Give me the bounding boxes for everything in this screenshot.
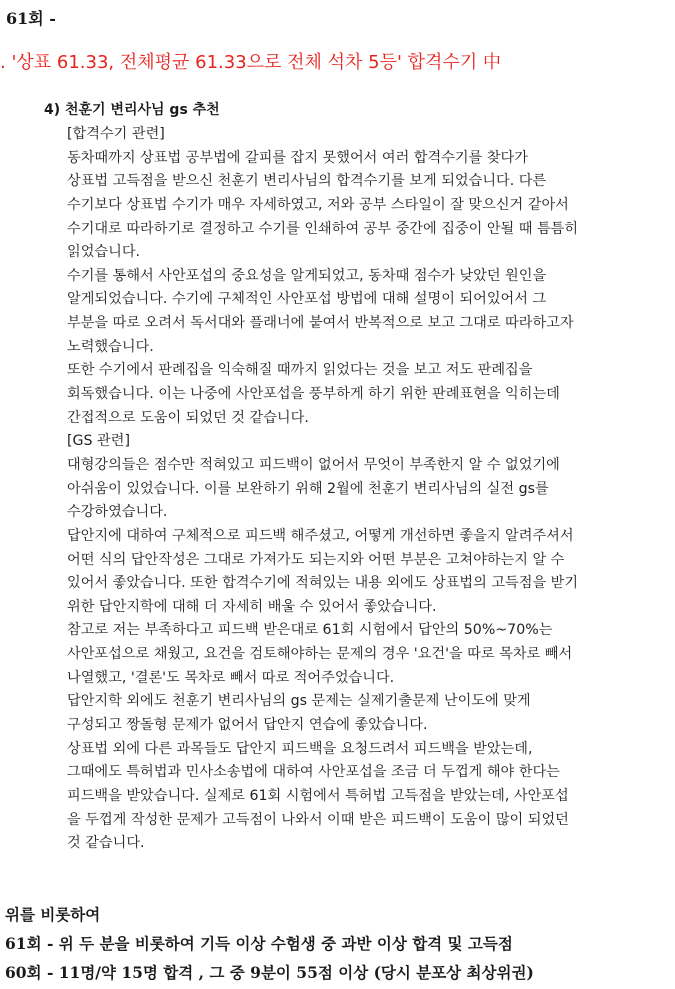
page-title: 61회 - (6, 9, 56, 28)
body-line: 답안지학 외에도 천훈기 변리사님의 gs 문제는 실제기출문제 난이도에 맞게 (67, 693, 531, 710)
body-line: 아쉬움이 있었습니다. 이를 보완하기 위해 2월에 천훈기 변리사님의 실전 gs를 (67, 480, 549, 497)
body-line: 어떤 식의 답안작성은 그대로 가져가도 되는지와 어떤 부분은 고쳐야하는지 알 수 (67, 551, 565, 568)
summary-line: 60회 - 11명/약 15명 합격 , 그 중 9분이 55점 이상 (당시 분포상 최상위권) (5, 963, 534, 982)
body-line: 읽었습니다. (67, 244, 141, 261)
body-line: 수기보다 상표법 수기가 매우 자세하였고, 저와 공부 스타일이 잘 맞으신거 같아서 (67, 196, 569, 213)
summary-line: 61회 - 위 두 분을 비롯하여 기득 이상 수험생 중 과반 이상 합격 및 고득점 (5, 934, 513, 953)
body-line: 있어서 좋았습니다. 또한 합격수기에 적혀있는 내용 외에도 상표법의 고득점을 받기 (67, 575, 579, 592)
body-line: 수기대로 따라하기로 결정하고 수기를 인쇄하여 공부 중간에 집중이 안될 때 틈틈히 (67, 220, 579, 237)
body-line: 것 같습니다. (67, 835, 145, 852)
body-line: 알게되었습니다. 수기에 구체적인 사안포섭 방법에 대해 설명이 되어있어서 그 (67, 291, 547, 308)
body-line: 또한 수기에서 판례집을 익숙해질 때까지 읽었다는 것을 보고 저도 판례집을 (67, 362, 533, 379)
body-line: 부분을 따로 오려서 독서대와 플래너에 붙여서 반복적으로 보고 그대로 따라하고자 (67, 315, 574, 332)
body-line: 피드백을 받았습니다. 실제로 61회 시험에서 특허법 고득점을 받았는데, 사안포섭 (67, 787, 569, 804)
section-title: 4) 천훈기 변리사님 gs 추천 (44, 102, 220, 118)
body-line: 구성되고 짱돌형 문제가 없어서 답안지 연습에 좋았습니다. (67, 717, 428, 734)
body-line: 동차때까지 상표법 공부법에 갈피를 잡지 못했어서 여러 합격수기를 찾다가 (67, 149, 528, 166)
body-line: 간접적으로 도움이 되었던 것 같습니다. (67, 409, 309, 426)
body-line: 노력했습니다. (67, 338, 154, 355)
body-line: 위한 답안지학에 대해 더 자세히 배울 수 있어서 좋았습니다. (67, 598, 437, 615)
body-line: [합격수기 관련] (67, 126, 165, 142)
body-line: 상표법 고득점을 받으신 천훈기 변리사님의 합격수기를 보게 되었습니다. 다른 (67, 173, 547, 190)
highlight-heading: . '상표 61.33, 전체평균 61.33으로 전체 석차 5등' 합격수기 中 (0, 52, 501, 73)
summary-block (5, 900, 534, 987)
testimonial-body (67, 123, 671, 856)
body-line: 참고로 저는 부족하다고 피드백 받은대로 61회 시험에서 답안의 50%~70%는 (67, 622, 553, 639)
summary-line: 위를 비롯하여 (5, 905, 101, 924)
body-line: 회독했습니다. 이는 나중에 사안포섭을 풍부하게 하기 위한 판례표현을 익히는데 (67, 386, 560, 403)
body-line: 상표법 외에 다른 과목들도 답안지 피드백을 요청드려서 피드백을 받았는데, (67, 740, 533, 757)
body-line: 나열했고, '결론'도 목차로 빼서 따로 적어주었습니다. (67, 669, 395, 686)
body-line: 을 두껍게 작성한 문제가 고득점이 나와서 이때 받은 피드백이 도움이 많이 되었던 (67, 811, 569, 828)
body-line: 대형강의들은 점수만 적혀있고 피드백이 없어서 무엇이 부족한지 알 수 없었기에 (67, 456, 560, 473)
body-line: 그때에도 특허법과 민사소송법에 대하여 사안포섭을 조금 더 두껍게 해야 한다는 (67, 764, 560, 781)
body-line: [GS 관련] (67, 433, 130, 450)
body-line: 답안지에 대하여 구체적으로 피드백 해주셨고, 어떻게 개선하면 좋을지 알려주셔서 (67, 527, 574, 544)
body-line: 수기를 통해서 사안포섭의 중요성을 알게되었고, 동차때 점수가 낮았던 원인을 (67, 267, 547, 284)
body-line: 사안포섭으로 채웠고, 요건을 검토해야하는 문제의 경우 '요건'을 따로 목차로 빼서 (67, 646, 573, 663)
body-line: 수강하였습니다. (67, 504, 168, 521)
